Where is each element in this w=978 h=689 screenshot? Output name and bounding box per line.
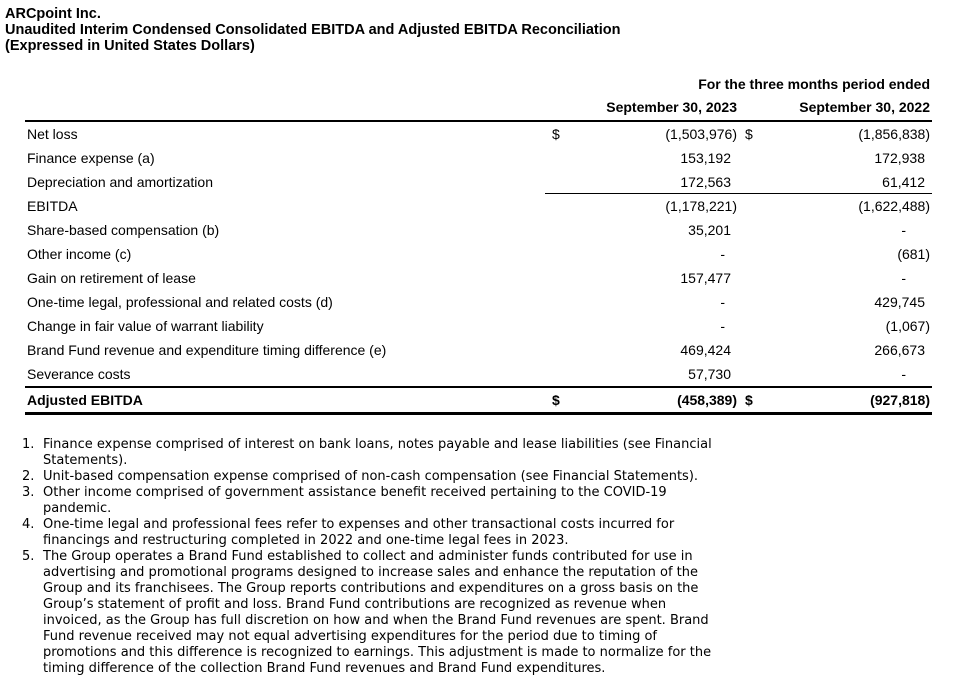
currency-cell	[545, 218, 575, 242]
currency-cell	[737, 362, 767, 386]
currency-cell	[737, 146, 767, 170]
currency-cell	[545, 338, 575, 362]
document-subtitle: (Expressed in United States Dollars)	[5, 38, 255, 54]
footnote-text: Unit-based compensation expense comprised of non-cash compensation (see Financial Statements).	[43, 469, 699, 484]
value-2023: 35,201	[688, 222, 731, 238]
table-row	[25, 338, 932, 362]
table-row	[25, 146, 932, 170]
currency-cell	[545, 266, 575, 290]
currency-cell	[737, 290, 767, 314]
footnote-number: 5.	[22, 549, 35, 564]
footnote-number: 4.	[22, 517, 35, 532]
value-2023: 172,563	[575, 170, 737, 194]
value-2023: (1,503,976)	[665, 126, 737, 142]
footnote-number: 2.	[22, 469, 35, 484]
row-label: Share-based compensation (b)	[27, 222, 220, 238]
value-2023: -	[720, 318, 725, 334]
currency-cell	[545, 146, 575, 170]
currency-cell	[545, 314, 575, 338]
value-2022: 61,412	[767, 170, 932, 194]
column-header-2022: September 30, 2022	[799, 99, 930, 115]
value-2022: -	[901, 270, 906, 286]
footnote-item	[22, 485, 728, 517]
currency-symbol: $	[745, 126, 753, 142]
value-2023: 157,477	[680, 270, 731, 286]
currency-cell	[545, 194, 575, 218]
footnote-text: One-time legal and professional fees refer to expenses and other transactional costs incurred for financings and restructuring completed in 2022 and one-time legal fees in 2023.	[43, 517, 675, 548]
currency-cell	[737, 170, 767, 194]
value-2023: 153,192	[680, 150, 731, 166]
value-2022: 172,938	[874, 150, 925, 166]
footnote-number: 1.	[22, 437, 35, 452]
currency-symbol: $	[552, 126, 560, 142]
value-2022: 266,673	[874, 342, 925, 358]
currency-symbol: $	[745, 392, 753, 408]
currency-cell	[545, 362, 575, 386]
footnote-text: Other income comprised of government assistance benefit received pertaining to the COVID-19 pandemic.	[43, 485, 667, 516]
value-2023: -	[720, 294, 725, 310]
table-row-total	[25, 386, 932, 415]
footnote-item	[22, 469, 728, 485]
value-2023: 469,424	[680, 342, 731, 358]
value-2022: -	[901, 222, 906, 238]
empty-header-cell	[25, 94, 545, 120]
table-row	[25, 314, 932, 338]
table-row	[25, 266, 932, 290]
company-name: ARCpoint Inc.	[5, 6, 101, 22]
value-2022: (1,622,488)	[858, 198, 930, 214]
row-label: Depreciation and amortization	[27, 174, 213, 190]
document-title-block	[5, 6, 620, 54]
currency-symbol: $	[552, 392, 560, 408]
footnote-item	[22, 437, 728, 469]
row-label: EBITDA	[27, 198, 78, 214]
period-header: For the three months period ended	[698, 76, 930, 92]
row-label: Finance expense (a)	[27, 150, 155, 166]
value-2023: (1,178,221)	[665, 198, 737, 214]
footnotes-list	[22, 437, 728, 677]
table-row	[25, 290, 932, 314]
value-2022: -	[901, 366, 906, 382]
currency-cell	[737, 242, 767, 266]
row-label: Gain on retirement of lease	[27, 270, 196, 286]
value-2023: -	[720, 246, 725, 262]
row-label: Change in fair value of warrant liability	[27, 318, 264, 334]
value-2022: (1,067)	[885, 318, 930, 334]
value-2023: 57,730	[688, 366, 731, 382]
row-label: Severance costs	[27, 366, 131, 382]
table-column-headers	[25, 94, 932, 122]
value-2023: (458,389)	[677, 392, 737, 408]
value-2022: (1,856,838)	[858, 126, 930, 142]
table-row	[25, 170, 932, 194]
row-label: One-time legal, professional and related costs (d)	[27, 294, 333, 310]
footnote-number: 3.	[22, 485, 35, 500]
table-row	[25, 122, 932, 146]
currency-cell	[545, 170, 575, 194]
currency-cell	[737, 266, 767, 290]
currency-cell	[737, 218, 767, 242]
currency-cell	[737, 314, 767, 338]
value-2022: 429,745	[874, 294, 925, 310]
footnote-item	[22, 517, 728, 549]
row-label: Adjusted EBITDA	[27, 392, 143, 408]
footnote-text: The Group operates a Brand Fund established to collect and administer funds contributed for use in advertising and promotional programs designed to increase sales and enhance the reputation of the Group and its franchisees. The Group reports contributions and expenditures on a gross basis on the Group’s statement of profit and loss. Brand Fund contributions are recognized as revenue when invoiced, as the Group has full discretion on how and when the Brand Fund revenues are spent. Brand Fund revenue received may not equal advertising expenditures for the period due to timing of promotions and this difference is recognized to earnings. This adjustment is made to normalize for the timing difference of the collection Brand Fund revenues and Brand Fund expenditures.	[43, 549, 712, 676]
table-row	[25, 194, 932, 218]
footnote-text: Finance expense comprised of interest on bank loans, notes payable and lease liabilities (see Financial Statements).	[43, 437, 712, 468]
table-row	[25, 362, 932, 386]
currency-cell	[737, 194, 767, 218]
row-label: Net loss	[27, 126, 78, 142]
column-header-2023: September 30, 2023	[606, 99, 737, 115]
table-row	[25, 218, 932, 242]
value-2022: (927,818)	[870, 392, 930, 408]
row-label: Brand Fund revenue and expenditure timing difference (e)	[27, 342, 387, 358]
value-2022: (681)	[897, 246, 930, 262]
footnote-item	[22, 549, 728, 677]
currency-cell	[545, 290, 575, 314]
document-title: Unaudited Interim Condensed Consolidated EBITDA and Adjusted EBITDA Reconciliation	[5, 22, 621, 38]
currency-cell	[545, 242, 575, 266]
currency-cell	[737, 338, 767, 362]
ebitda-reconciliation-table	[25, 74, 932, 415]
table-row	[25, 242, 932, 266]
row-label: Other income (c)	[27, 246, 132, 262]
